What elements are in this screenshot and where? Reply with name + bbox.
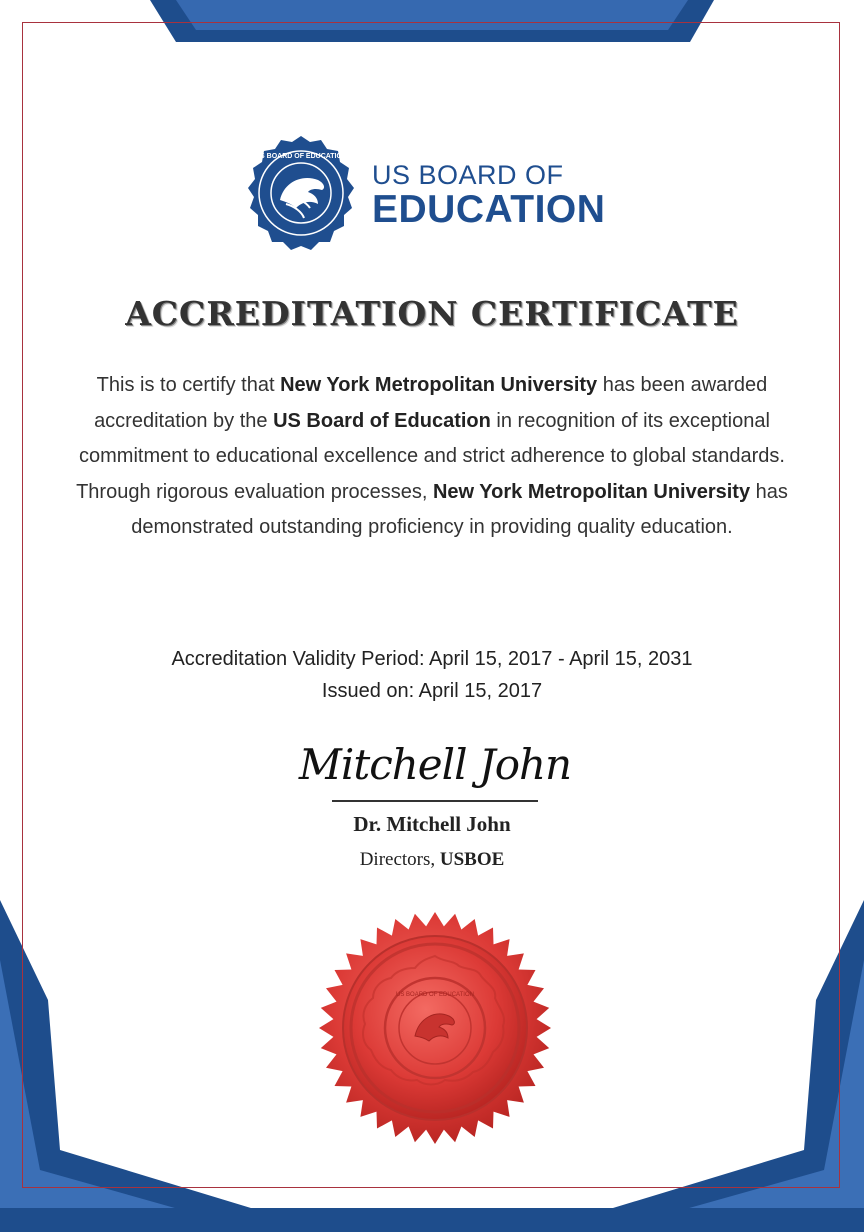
signer-org: USBOE — [439, 849, 505, 870]
body-text-1: This is to certify that — [96, 374, 281, 396]
logo-line1: US BOARD OF — [372, 160, 564, 190]
signer-role-prefix: Directors, — [359, 849, 440, 870]
red-wax-seal-icon — [317, 910, 553, 1146]
validity-period: Accreditation Validity Period: April 15, 2017 - April 15, 2031 — [171, 648, 693, 670]
logo — [244, 134, 624, 256]
logo-line2: EDUCATION — [372, 188, 606, 231]
university-name-2: New York Metropolitan University — [432, 480, 751, 503]
university-name-1: New York Metropolitan University — [280, 374, 598, 396]
eagle-head-icon — [244, 134, 358, 254]
board-name: US Board of Education — [273, 409, 491, 432]
signature-script: Mitchell John — [298, 740, 572, 789]
body-text-2: has been awarded accreditation by the — [94, 374, 768, 432]
logo-wordmark — [372, 160, 605, 230]
signer-role — [0, 849, 864, 871]
validity-block — [0, 643, 864, 707]
signer-name: Dr. Mitchell John — [353, 812, 511, 836]
svg-text:US BOARD OF EDUCATION: US BOARD OF EDUCATION — [396, 992, 474, 998]
certificate-title: ACCREDITATION CERTIFICATE — [125, 294, 739, 333]
svg-text:US BOARD OF EDUCATION: US BOARD OF EDUCATION — [254, 153, 348, 160]
body-text-4: has demonstrated outstanding proficiency in providing quality education. — [131, 480, 788, 538]
signature-line — [332, 800, 538, 802]
bottom-band — [0, 1208, 864, 1232]
issued-date: Issued on: April 15, 2017 — [321, 680, 543, 702]
body-text-3: in recognition of its exceptional commitment to educational excellence and strict adherence to global standards. Through rigorous evaluation processes, — [76, 409, 785, 503]
certificate-body — [60, 368, 804, 546]
signature — [280, 735, 590, 805]
